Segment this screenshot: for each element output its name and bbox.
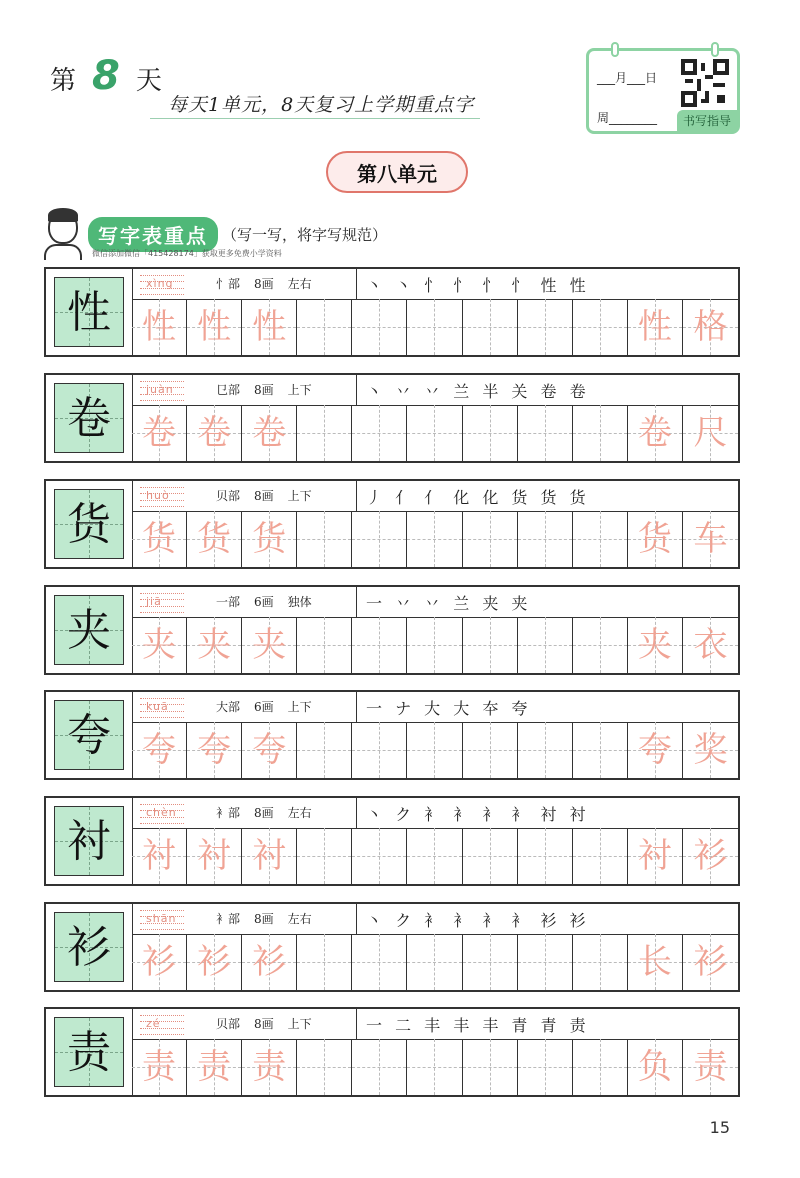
practice-cell[interactable]	[352, 828, 407, 884]
structure: 上下	[287, 383, 312, 397]
trace-cell[interactable]	[187, 511, 242, 567]
practice-cell[interactable]	[463, 722, 518, 778]
practice-cell[interactable]	[352, 934, 407, 990]
character-row	[44, 267, 740, 357]
stroke-order: 丿 亻 亻 化 化 货 货 货	[366, 488, 590, 507]
writing-grid	[132, 828, 738, 884]
word-cell[interactable]	[683, 1039, 738, 1095]
trace-char: 格	[693, 307, 728, 347]
trace-char: 货	[637, 519, 672, 559]
writing-grid	[132, 1039, 738, 1095]
trace-char: 夹	[142, 625, 177, 665]
date-card	[586, 48, 740, 134]
structure: 左右	[287, 806, 312, 820]
practice-cell[interactable]	[518, 511, 573, 567]
word-cell[interactable]	[628, 722, 683, 778]
practice-cell[interactable]	[573, 934, 628, 990]
pinyin-box	[140, 698, 184, 718]
practice-cell[interactable]	[518, 617, 573, 673]
trace-cell[interactable]	[187, 617, 242, 673]
day-prefix: 第	[50, 66, 77, 96]
trace-char: 奖	[693, 730, 728, 770]
trace-char: 衬	[637, 836, 672, 876]
practice-cell[interactable]	[573, 617, 628, 673]
practice-cell[interactable]	[518, 722, 573, 778]
main-character-text: 卷	[67, 393, 111, 444]
practice-cell[interactable]	[352, 511, 407, 567]
trace-cell[interactable]	[187, 828, 242, 884]
char-info	[216, 381, 326, 398]
main-character-text: 衬	[67, 816, 111, 867]
main-character	[54, 277, 124, 347]
ring-icon	[711, 42, 719, 57]
word-cell[interactable]	[628, 299, 683, 355]
practice-cell[interactable]	[297, 722, 352, 778]
practice-cell[interactable]	[297, 1039, 352, 1095]
trace-cell[interactable]	[187, 405, 242, 461]
stroke-order: 一 二 丰 丰 丰 青 青 责	[366, 1016, 590, 1035]
practice-cell[interactable]	[297, 828, 352, 884]
practice-cell[interactable]	[352, 617, 407, 673]
stroke-count: 8画	[254, 806, 274, 820]
practice-cell[interactable]	[573, 511, 628, 567]
stroke-count: 8画	[254, 277, 274, 291]
pinyin: xìng	[146, 277, 174, 290]
practice-cell[interactable]	[518, 405, 573, 461]
practice-cell[interactable]	[463, 511, 518, 567]
trace-char: 夸	[637, 730, 672, 770]
trace-char: 责	[197, 1047, 232, 1087]
trace-char: 卷	[142, 413, 177, 453]
trace-cell[interactable]	[132, 617, 187, 673]
practice-cell[interactable]	[297, 299, 352, 355]
practice-cell[interactable]	[463, 828, 518, 884]
radical: 衤部	[216, 912, 241, 926]
practice-cell[interactable]	[463, 299, 518, 355]
character-row	[44, 902, 740, 992]
trace-cell[interactable]	[242, 617, 297, 673]
character-row	[44, 796, 740, 886]
boy-avatar-icon	[40, 208, 86, 260]
page-number: 15	[709, 1118, 730, 1137]
trace-char: 衫	[197, 942, 232, 982]
stroke-count: 8画	[254, 383, 274, 397]
trace-cell[interactable]	[132, 1039, 187, 1095]
trace-char: 衫	[142, 942, 177, 982]
stroke-order: 丶 ク 衤 衤 衤 衤 衫 衫	[366, 911, 590, 930]
day-number: 8	[92, 53, 120, 99]
main-character-text: 夸	[67, 710, 111, 761]
trace-char: 货	[252, 519, 287, 559]
main-character	[54, 383, 124, 453]
word-cell[interactable]	[683, 934, 738, 990]
practice-cell[interactable]	[407, 828, 462, 884]
trace-char: 衬	[142, 836, 177, 876]
trace-char: 夸	[142, 730, 177, 770]
trace-char: 性	[637, 307, 672, 347]
char-info	[216, 487, 326, 504]
word-cell[interactable]	[683, 299, 738, 355]
practice-cell[interactable]	[407, 405, 462, 461]
word-cell[interactable]	[683, 722, 738, 778]
main-character	[54, 912, 124, 982]
trace-char: 长	[637, 942, 672, 982]
trace-char: 夸	[197, 730, 232, 770]
practice-cell[interactable]	[352, 405, 407, 461]
trace-cell[interactable]	[187, 722, 242, 778]
pinyin: jiā	[146, 595, 162, 608]
practice-cell[interactable]	[573, 405, 628, 461]
trace-cell[interactable]	[132, 405, 187, 461]
stroke-order: 一 ナ 大 大 夲 夸	[366, 699, 532, 718]
trace-char: 负	[637, 1047, 672, 1087]
practice-cell[interactable]	[407, 1039, 462, 1095]
structure: 左右	[287, 277, 312, 291]
word-cell[interactable]	[683, 405, 738, 461]
char-info	[216, 804, 326, 821]
radical: 忄部	[216, 277, 241, 291]
trace-char: 责	[693, 1047, 728, 1087]
writing-grid	[132, 299, 738, 355]
character-row	[44, 479, 740, 569]
pinyin-box	[140, 910, 184, 930]
practice-cell[interactable]	[463, 1039, 518, 1095]
main-character-text: 夹	[67, 605, 111, 656]
main-character	[54, 700, 124, 770]
trace-cell[interactable]	[242, 1039, 297, 1095]
trace-cell[interactable]	[242, 299, 297, 355]
trace-cell[interactable]	[132, 934, 187, 990]
unit-title: 第八单元	[326, 151, 468, 193]
char-info	[216, 275, 326, 292]
practice-cell[interactable]	[407, 617, 462, 673]
pinyin: kuā	[146, 700, 169, 713]
practice-cell[interactable]	[407, 511, 462, 567]
trace-char: 衫	[252, 942, 287, 982]
pinyin-box	[140, 1015, 184, 1035]
practice-cell[interactable]	[297, 511, 352, 567]
word-cell[interactable]	[683, 617, 738, 673]
stroke-count: 8画	[254, 489, 274, 503]
practice-cell[interactable]	[518, 299, 573, 355]
stroke-order: 丶 ク 衤 衤 衤 衤 衬 衬	[366, 805, 590, 824]
practice-cell[interactable]	[463, 405, 518, 461]
writing-grid	[132, 405, 738, 461]
radical: 一部	[216, 595, 241, 609]
word-cell[interactable]	[628, 1039, 683, 1095]
trace-char: 货	[197, 519, 232, 559]
trace-char: 衬	[252, 836, 287, 876]
structure: 独体	[287, 595, 312, 609]
pinyin: chèn	[146, 806, 177, 819]
char-info	[216, 910, 326, 927]
word-cell[interactable]	[628, 511, 683, 567]
practice-cell[interactable]	[463, 934, 518, 990]
day-suffix: 天	[135, 66, 162, 96]
trace-cell[interactable]	[242, 405, 297, 461]
writing-guide-label[interactable]: 书写指导	[677, 110, 737, 131]
practice-cell[interactable]	[573, 828, 628, 884]
trace-char: 卷	[252, 413, 287, 453]
word-cell[interactable]	[683, 511, 738, 567]
trace-char: 夸	[252, 730, 287, 770]
trace-cell[interactable]	[242, 511, 297, 567]
writing-grid	[132, 934, 738, 990]
radical: 㔾部	[216, 383, 241, 397]
writing-grid	[132, 617, 738, 673]
trace-cell[interactable]	[187, 299, 242, 355]
stroke-order: 一 丷 丷 兰 夹 夹	[366, 594, 532, 613]
main-character-text: 衫	[67, 922, 111, 973]
qr-code-icon[interactable]	[681, 59, 729, 107]
writing-grid	[132, 511, 738, 567]
practice-cell[interactable]	[518, 828, 573, 884]
trace-char: 责	[252, 1047, 287, 1087]
practice-cell[interactable]	[518, 934, 573, 990]
pinyin: huò	[146, 489, 170, 502]
practice-cell[interactable]	[352, 1039, 407, 1095]
word-cell[interactable]	[683, 828, 738, 884]
main-character-text: 责	[67, 1027, 111, 1078]
practice-cell[interactable]	[352, 722, 407, 778]
trace-cell[interactable]	[242, 828, 297, 884]
trace-char: 性	[252, 307, 287, 347]
pinyin-box	[140, 593, 184, 613]
practice-cell[interactable]	[297, 934, 352, 990]
character-row	[44, 585, 740, 675]
ring-icon	[611, 42, 619, 57]
char-info	[216, 698, 326, 715]
word-cell[interactable]	[628, 617, 683, 673]
radical: 贝部	[216, 1017, 241, 1031]
main-character	[54, 595, 124, 665]
practice-cell[interactable]	[297, 405, 352, 461]
date-line: ___月___日	[597, 71, 658, 85]
main-character	[54, 806, 124, 876]
trace-char: 卷	[637, 413, 672, 453]
practice-cell[interactable]	[573, 722, 628, 778]
trace-char: 夹	[197, 625, 232, 665]
word-cell[interactable]	[628, 405, 683, 461]
section-hint: （写一写，将字写规范）	[222, 225, 388, 244]
main-character	[54, 1017, 124, 1087]
trace-char: 尺	[693, 413, 728, 453]
trace-cell[interactable]	[242, 722, 297, 778]
pinyin-box	[140, 381, 184, 401]
pinyin-box	[140, 487, 184, 507]
trace-char: 货	[142, 519, 177, 559]
structure: 上下	[287, 700, 312, 714]
trace-char: 衣	[693, 625, 728, 665]
subtitle-underline	[150, 118, 480, 119]
stroke-order: 丶 丶 忄 忄 忄 忄 性 性	[366, 276, 590, 295]
pinyin-box	[140, 275, 184, 295]
trace-char: 衬	[197, 836, 232, 876]
trace-char: 夹	[252, 625, 287, 665]
stroke-count: 8画	[254, 1017, 274, 1031]
trace-char: 责	[142, 1047, 177, 1087]
trace-cell[interactable]	[187, 1039, 242, 1095]
pinyin-box	[140, 804, 184, 824]
trace-cell[interactable]	[132, 828, 187, 884]
practice-cell[interactable]	[573, 299, 628, 355]
practice-cell[interactable]	[352, 299, 407, 355]
trace-char: 车	[693, 519, 728, 559]
pinyin: juàn	[146, 383, 174, 396]
practice-cell[interactable]	[407, 722, 462, 778]
trace-cell[interactable]	[132, 511, 187, 567]
trace-char: 性	[197, 307, 232, 347]
character-row	[44, 690, 740, 780]
practice-cell[interactable]	[518, 1039, 573, 1095]
practice-cell[interactable]	[573, 1039, 628, 1095]
pinyin: shān	[146, 912, 177, 925]
subtitle: 每天1单元，8天复习上学期重点字	[168, 94, 475, 116]
stroke-count: 8画	[254, 912, 274, 926]
character-row	[44, 1007, 740, 1097]
word-cell[interactable]	[628, 934, 683, 990]
trace-char: 衫	[693, 942, 728, 982]
trace-char: 卷	[197, 413, 232, 453]
main-character	[54, 489, 124, 559]
trace-cell[interactable]	[132, 299, 187, 355]
week-line: 周________	[597, 111, 658, 125]
radical: 衤部	[216, 806, 241, 820]
pinyin: zé	[146, 1017, 161, 1030]
trace-char: 夹	[637, 625, 672, 665]
trace-cell[interactable]	[187, 934, 242, 990]
practice-cell[interactable]	[463, 617, 518, 673]
radical: 贝部	[216, 489, 241, 503]
trace-cell[interactable]	[242, 934, 297, 990]
char-info	[216, 593, 326, 610]
stroke-count: 6画	[254, 595, 274, 609]
main-character-text: 货	[67, 499, 111, 550]
trace-char: 衫	[693, 836, 728, 876]
practice-cell[interactable]	[297, 617, 352, 673]
day-title	[50, 53, 162, 99]
section-title: 写字表重点	[88, 217, 218, 252]
promo-note: 微信添加微信「415428174」获取更多免费小学资料	[92, 249, 282, 258]
radical: 大部	[216, 700, 241, 714]
writing-grid	[132, 722, 738, 778]
practice-cell[interactable]	[407, 299, 462, 355]
structure: 上下	[287, 1017, 312, 1031]
structure: 上下	[287, 489, 312, 503]
trace-cell[interactable]	[132, 722, 187, 778]
structure: 左右	[287, 912, 312, 926]
char-info	[216, 1015, 326, 1032]
stroke-count: 6画	[254, 700, 274, 714]
main-character-text: 性	[67, 287, 111, 338]
stroke-order: 丶 丷 丷 兰 半 关 卷 卷	[366, 382, 590, 401]
word-cell[interactable]	[628, 828, 683, 884]
trace-char: 性	[142, 307, 177, 347]
practice-cell[interactable]	[407, 934, 462, 990]
character-row	[44, 373, 740, 463]
